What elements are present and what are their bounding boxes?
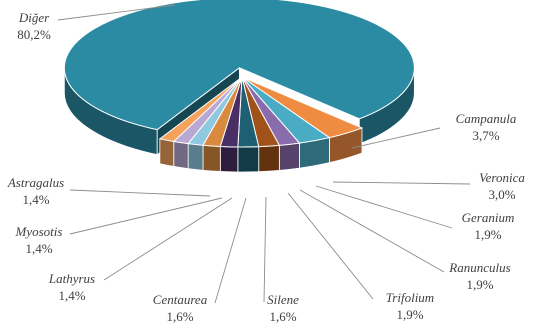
label-name-geranium: Geranium — [461, 210, 515, 225]
pie-wall-4-0 — [259, 145, 280, 171]
label-value-astragalus: 1,4% — [22, 192, 50, 207]
label-name-silene: Silene — [267, 292, 299, 307]
label-name-ranunculus: Ranunculus — [449, 260, 511, 275]
label-value-veronica: 3,0% — [488, 187, 516, 202]
leader-ranunculus — [300, 190, 444, 272]
label-value-ranunculus: 1,9% — [466, 277, 494, 292]
pie-wall-6-0 — [220, 146, 238, 172]
label-name-campanula: Campanula — [455, 111, 517, 126]
label-name-astragalus: Astragalus — [7, 175, 65, 190]
pie-wall-10-0 — [160, 139, 174, 167]
label-name-myosotis: Myosotis — [15, 224, 63, 239]
label-value-myosotis: 1,4% — [25, 241, 53, 256]
pie-wall-3-0 — [279, 143, 299, 170]
label-value-centaurea: 1,6% — [166, 309, 194, 324]
label-value-campanula: 3,7% — [472, 128, 500, 143]
label-value-geranium: 1,9% — [474, 227, 502, 242]
label-name-centaurea: Centaurea — [152, 292, 208, 307]
label-name-di-er: Diğer — [18, 10, 50, 25]
pie-wall-8-0 — [188, 144, 203, 171]
label-value-di-er: 80,2% — [17, 27, 51, 42]
leader-trifolium — [288, 193, 373, 299]
leader-veronica — [333, 182, 470, 184]
leader-centaurea — [215, 198, 246, 303]
label-name-veronica: Veronica — [479, 170, 525, 185]
label-value-silene: 1,6% — [269, 309, 297, 324]
pie-wall-7-0 — [203, 145, 220, 171]
leader-lathyrus — [104, 198, 232, 280]
label-value-trifolium: 1,9% — [396, 307, 424, 322]
label-name-trifolium: Trifolium — [385, 290, 435, 305]
label-name-lathyrus: Lathyrus — [48, 271, 96, 286]
leader-astragalus — [70, 190, 210, 196]
leader-silene — [264, 197, 266, 302]
leader-geranium — [316, 186, 452, 228]
leader-myosotis — [70, 198, 222, 234]
pie-wall-5-0 — [238, 147, 259, 172]
pie-wall-9-0 — [174, 141, 188, 168]
label-value-lathyrus: 1,4% — [58, 288, 86, 303]
